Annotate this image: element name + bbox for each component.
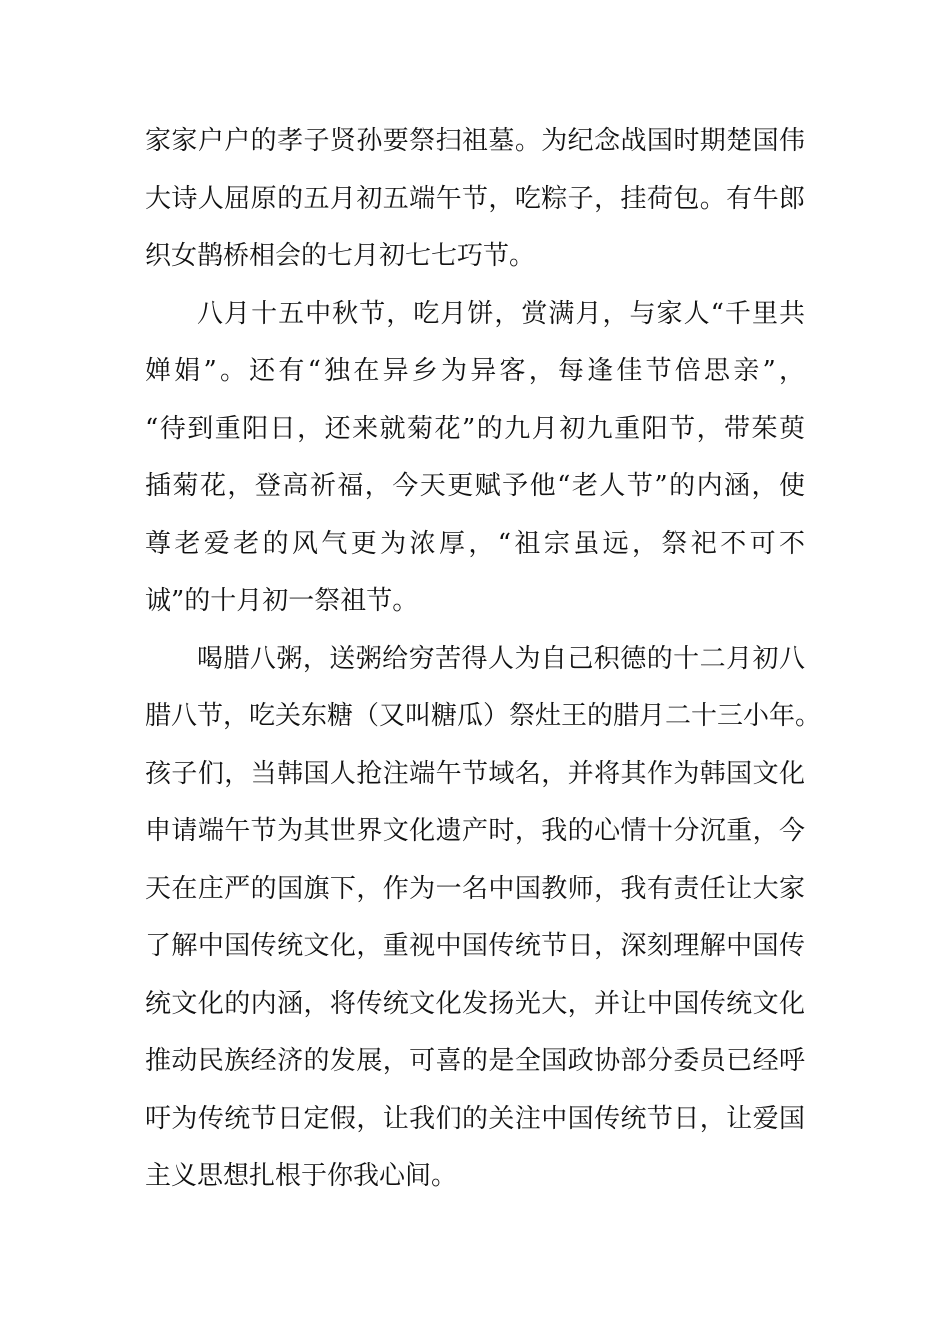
text-line: 主义思想扎根于你我心间。 [145, 1161, 458, 1191]
text-line: 家家户户的孝子贤孙要祭扫祖墓。为纪念战国时期楚国伟 [145, 126, 805, 156]
text-line: 婵娟”。还有“独在异乡为异客，每逢佳节倍思亲”， [145, 356, 805, 386]
text-line: 天在庄严的国旗下，作为一名中国教师，我有责任让大家 [145, 874, 805, 904]
text-line: 插菊花，登高祈福，今天更赋予他“老人节”的内涵，使 [145, 471, 805, 501]
text-line: 了解中国传统文化，重视中国传统节日，深刻理解中国传 [145, 931, 805, 961]
text-line: “待到重阳日，还来就菊花”的九月初九重阳节，带茱萸 [145, 414, 805, 444]
text-line: 申请端午节为其世界文化遗产时，我的心情十分沉重，今 [145, 816, 805, 846]
text-line: 织女鹊桥相会的七月初七七巧节。 [145, 241, 536, 271]
text-line: 推动民族经济的发展，可喜的是全国政协部分委员已经呼 [145, 1046, 805, 1076]
text-line: 大诗人屈原的五月初五端午节，吃粽子，挂荷包。有牛郎 [145, 184, 805, 214]
text-line: 统文化的内涵，将传统文化发扬光大，并让中国传统文化 [145, 989, 805, 1019]
paragraph-start-line: 八月十五中秋节，吃月饼，赏满月，与家人“千里共 [197, 299, 805, 329]
text-line: 孩子们，当韩国人抢注端午节域名，并将其作为韩国文化 [145, 759, 805, 789]
text-line: 吁为传统节日定假，让我们的关注中国传统节日，让爱国 [145, 1104, 805, 1134]
text-line: 腊八节，吃关东糖（又叫糖瓜）祭灶王的腊月二十三小年。 [145, 701, 822, 731]
text-line: 诚”的十月初一祭祖节。 [145, 586, 419, 616]
paragraph-start-line: 喝腊八粥，送粥给穷苦得人为自己积德的十二月初八 [197, 644, 805, 674]
text-line: 尊老爱老的风气更为浓厚，“祖宗虽远，祭祀不可不 [145, 529, 805, 559]
